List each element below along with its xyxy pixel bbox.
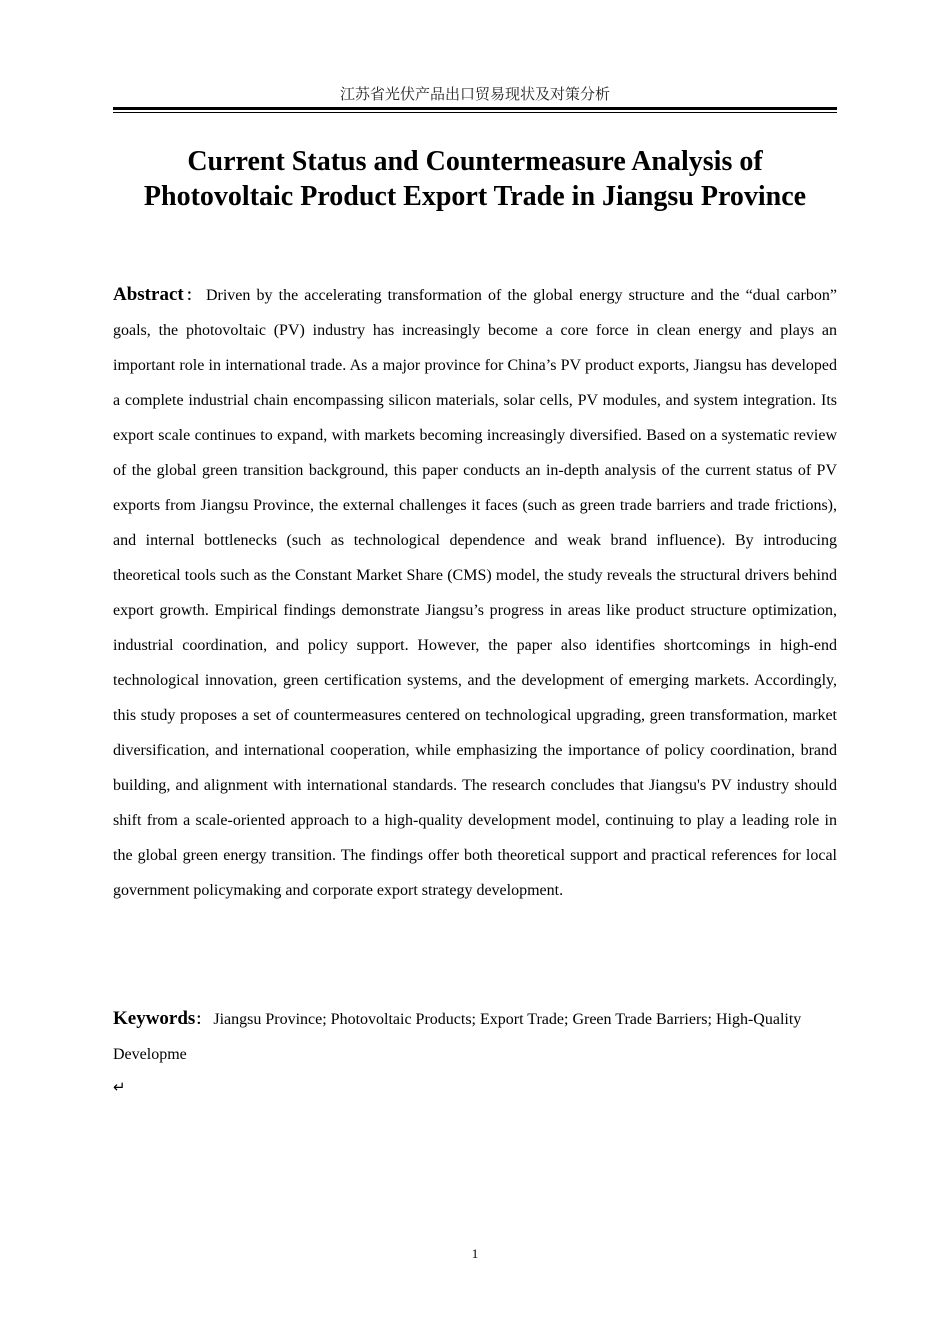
abstract-text: Driven by the accelerating transformation of the global energy structure and the “dual carbon” goals, the photovoltaic (PV) industry has increasingly become a core force in clean energy and plays an important role in international trade. As a major province for China’s PV product exports, Jiangsu has developed a complete industrial chain encompassing silicon materials, solar cells, PV modules, and system integration. Its export scale continues to expand, with markets becoming increasingly diversified. Based on a systematic review of the global green transition background, this paper conducts an in-depth analysis of the current status of PV exports from Jiangsu Province, the external challenges it faces (such as green trade barriers and trade frictions), and internal bottlenecks (such as technological dependence and weak brand influence). By introducing theoretical tools such as the Constant Market Share (CMS) model, the study reveals the structural drivers behind export growth. Empirical findings demonstrate Jiangsu’s progress in areas like product structure optimization, industrial coordination, and policy support. However, the paper also identifies shortcomings in high-end technological innovation, green certification systems, and the development of emerging markets. Accordingly, this study proposes a set of countermeasures centered on technological upgrading, green transformation, market diversification, and international cooperation, while emphasizing the importance of policy coordination, brand building, and alignment with international standards. The research concludes that Jiangsu's PV industry should shift from a scale-oriented approach to a high-quality development model, continuing to play a leading role in the global green energy transition. The findings offer both theoretical support and practical references for local government policymaking and corporate export strategy development.: [113, 287, 837, 899]
keywords-colon: ：: [195, 1010, 211, 1028]
keywords-paragraph: [113, 1001, 837, 1072]
paragraph-return-mark: ↵: [113, 1078, 126, 1096]
running-header: 江苏省光伏产品出口贸易现状及对策分析: [339, 85, 610, 103]
page-number: 1: [471, 1246, 479, 1261]
header-rule-thin: [113, 112, 837, 113]
header-rule-thick: [113, 107, 837, 110]
abstract-paragraph: [113, 277, 837, 908]
title-line-1: Current Status and Countermeasure Analysis of: [187, 146, 763, 177]
keywords-label: Keywords: [113, 1008, 196, 1029]
paper-title: [113, 144, 837, 214]
title-line-2: Photovoltaic Product Export Trade in Jiangsu Province: [143, 181, 807, 212]
keywords-text: Jiangsu Province; Photovoltaic Products; Export Trade; Green Trade Barriers; High-Quality Developme: [113, 1011, 802, 1063]
abstract-label: Abstract: [113, 284, 184, 305]
abstract-colon: ：: [183, 286, 203, 304]
